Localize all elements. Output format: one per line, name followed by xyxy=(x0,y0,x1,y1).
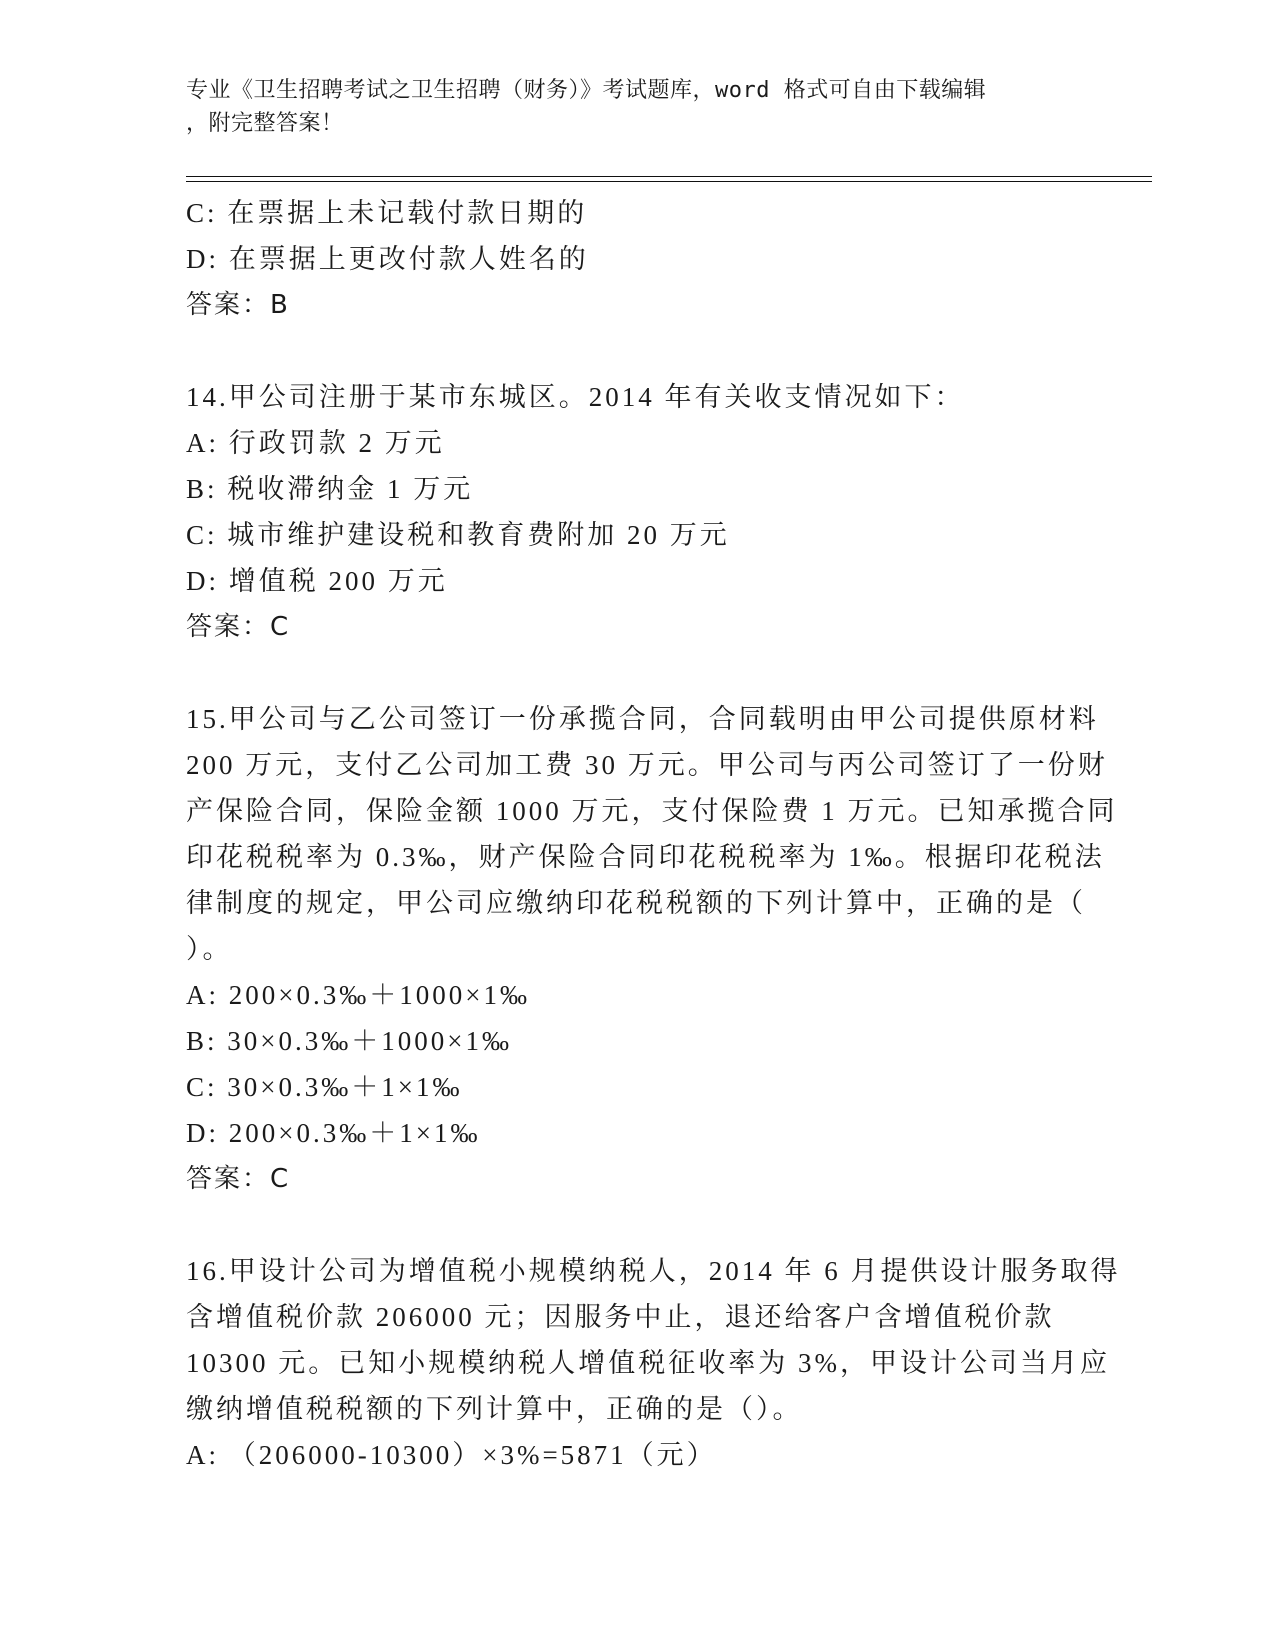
q13-option-d: D: 在票据上更改付款人姓名的 xyxy=(186,244,589,274)
q13-option-c: C: 在票据上未记载付款日期的 xyxy=(186,198,588,228)
header-line-2: ，附完整答案！ xyxy=(186,111,344,136)
q15-stem-line-1: 15.甲公司与乙公司签订一份承揽合同，合同载明由甲公司提供原材料 xyxy=(186,704,1099,734)
q14-option-a: A: 行政罚款 2 万元 xyxy=(186,428,445,458)
q15-stem-line-2: 200 万元，支付乙公司加工费 30 万元。甲公司与丙公司签订了一份财 xyxy=(186,750,1108,780)
header-rule-top xyxy=(186,176,1152,177)
q15-stem-line-6: ）。 xyxy=(186,934,233,964)
q14-option-b: B: 税收滞纳金 1 万元 xyxy=(186,474,474,504)
q14-answer: 答案：C xyxy=(186,612,291,642)
spacer xyxy=(186,328,1086,374)
document-header xyxy=(186,74,1086,140)
q16-stem-line-4: 缴纳增值税税额的下列计算中，正确的是（）。 xyxy=(186,1394,803,1424)
q15-option-c: C: 30×0.3‰＋1×1‰ xyxy=(186,1072,463,1102)
q14-option-c: C: 城市维护建设税和教育费附加 20 万元 xyxy=(186,520,730,550)
q16-option-a: A: （206000-10300）×3%=5871（元） xyxy=(186,1440,717,1470)
document-body xyxy=(186,190,1121,1478)
q15-option-d: D: 200×0.3‰＋1×1‰ xyxy=(186,1118,481,1148)
header-line-1: 专业《卫生招聘考试之卫生招聘（财务）》考试题库，word 格式可自由下载编辑 xyxy=(186,78,987,103)
q15-stem-line-3: 产保险合同，保险金额 1000 万元，支付保险费 1 万元。已知承揽合同 xyxy=(186,796,1118,826)
q13-answer: 答案：B xyxy=(186,290,290,320)
q15-option-b: B: 30×0.3‰＋1000×1‰ xyxy=(186,1026,512,1056)
spacer xyxy=(186,650,1086,696)
header-rule-bottom xyxy=(186,181,1152,182)
q16-stem-line-3: 10300 元。已知小规模纳税人增值税征收率为 3%，甲设计公司当月应 xyxy=(186,1348,1110,1378)
q16-stem-line-2: 含增值税价款 206000 元；因服务中止，退还给客户含增值税价款 xyxy=(186,1302,1055,1332)
q15-stem-line-5: 律制度的规定，甲公司应缴纳印花税税额的下列计算中，正确的是（ xyxy=(186,888,1086,918)
q14-stem: 14.甲公司注册于某市东城区。2014 年有关收支情况如下： xyxy=(186,382,965,412)
q15-option-a: A: 200×0.3‰＋1000×1‰ xyxy=(186,980,530,1010)
q15-stem-line-4: 印花税税率为 0.3‰，财产保险合同印花税税率为 1‰。根据印花税法 xyxy=(186,842,1105,872)
q14-option-d: D: 增值税 200 万元 xyxy=(186,566,448,596)
q16-stem-line-1: 16.甲设计公司为增值税小规模纳税人，2014 年 6 月提供设计服务取得 xyxy=(186,1256,1121,1286)
q15-answer: 答案：C xyxy=(186,1164,291,1194)
spacer xyxy=(186,1202,1086,1248)
